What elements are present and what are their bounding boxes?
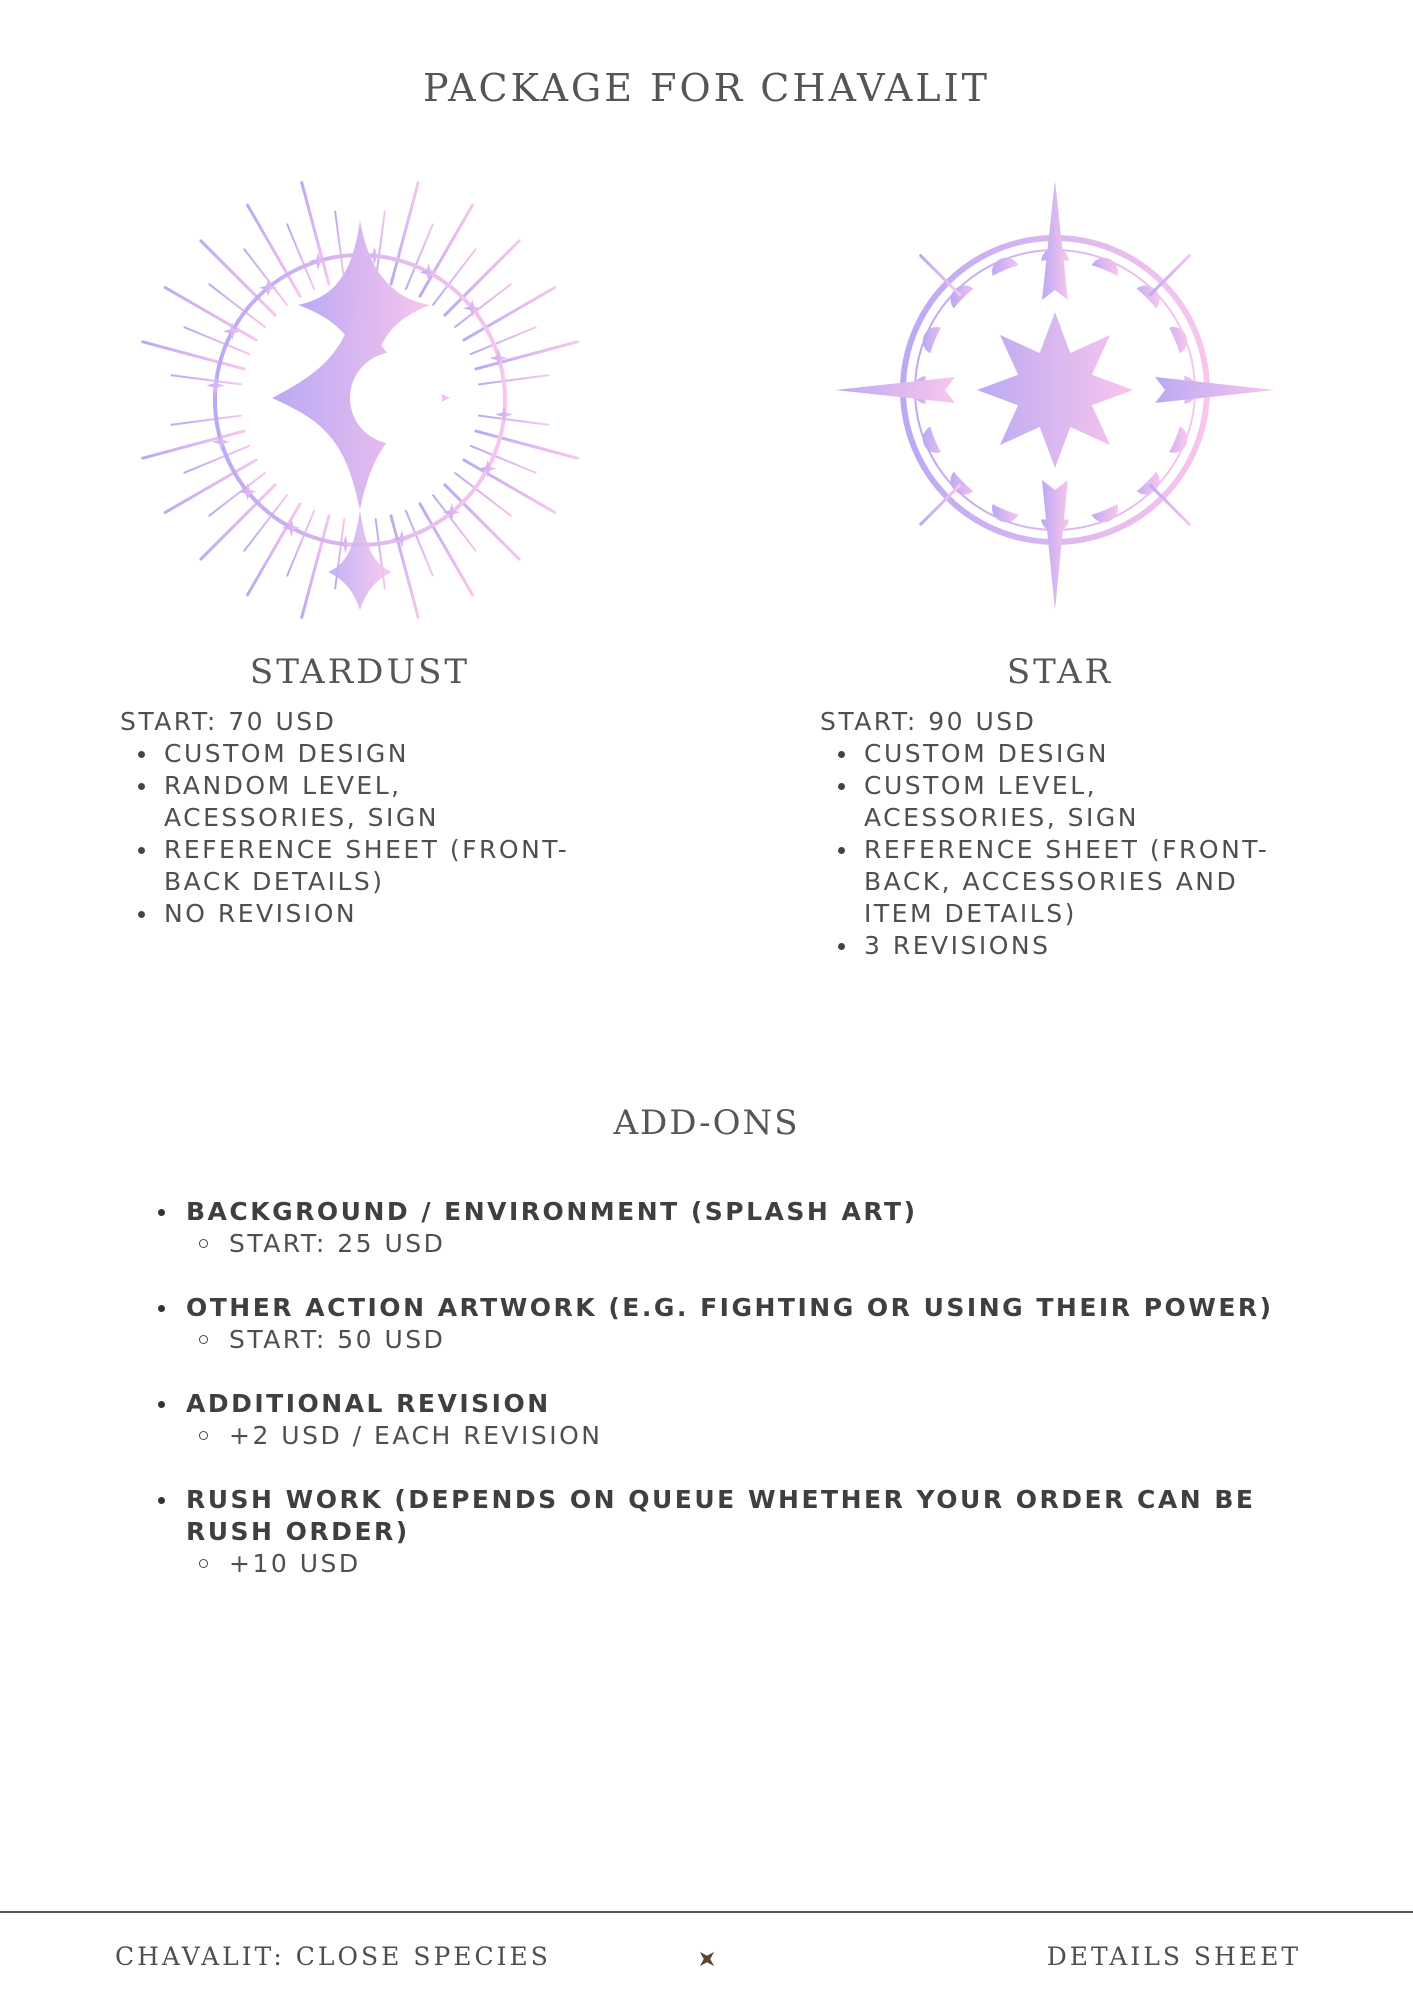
addons-title: ADD-ONS [613, 1103, 800, 1143]
scallop-cutout [1016, 490, 1048, 522]
addon-item [140, 1388, 1290, 1452]
four-point-star-icon [693, 1945, 721, 1973]
addon-item [140, 1484, 1290, 1580]
addon-name: RUSH WORK (DEPENDS ON QUEUE WHETHER YOUR ORDER CAN BE RUSH ORDER) [186, 1485, 1256, 1546]
page-title: PACKAGE FOR CHAVALIT [423, 66, 990, 110]
package-start-price: START: 70 USD [120, 707, 337, 736]
scallop-cutout [1105, 276, 1137, 308]
ray-line [201, 241, 275, 315]
ray-line [201, 485, 275, 559]
addon-item [140, 1196, 1290, 1260]
package-details-stardust [120, 706, 640, 930]
addons-list [140, 1196, 1290, 1612]
ray-line [479, 375, 548, 384]
scallop-cutout [1105, 472, 1137, 504]
sunburst-star-emblem-icon [130, 170, 590, 630]
ray-line [172, 375, 241, 384]
package-feature: REFERENCE SHEET (FRONT-BACK DETAILS) [164, 834, 614, 898]
sparkle-mark [420, 263, 438, 281]
package-feature: 3 REVISIONS [864, 930, 1340, 962]
addon-price: START: 50 USD [186, 1324, 1290, 1356]
center-star-mark [977, 312, 1133, 468]
sparkle-mark [282, 519, 300, 537]
scallop-cutout [973, 276, 1005, 308]
package-details-star [820, 706, 1340, 962]
package-feature: CUSTOM DESIGN [864, 738, 1340, 770]
addon-price: +10 USD [186, 1548, 1290, 1580]
addon-name: ADDITIONAL REVISION [186, 1389, 551, 1418]
package-name-star: STAR [1006, 652, 1114, 692]
scallop-cutout [941, 440, 973, 472]
ray-line [445, 241, 519, 315]
package-feature: NO REVISION [164, 898, 640, 930]
compass-star-emblem-icon [835, 180, 1275, 620]
ray-line [445, 485, 519, 559]
package-name-stardust: STARDUST [249, 652, 471, 692]
scallop-cutout [973, 472, 1005, 504]
addon-name: BACKGROUND / ENVIRONMENT (SPLASH ART) [186, 1197, 918, 1226]
scallop-cutout [1137, 308, 1169, 340]
sparkle-mark [479, 460, 497, 478]
footer-right-text: DETAILS SHEET [1046, 1942, 1301, 1971]
package-feature-list [120, 738, 640, 930]
footer-left-text: CHAVALIT: CLOSE SPECIES [115, 1942, 551, 1971]
addon-name: OTHER ACTION ARTWORK (E.G. FIGHTING OR USING THEIR POWER) [186, 1293, 1274, 1322]
sparkle-mark [223, 322, 241, 340]
package-feature-list [820, 738, 1340, 962]
addon-price: START: 25 USD [186, 1228, 1290, 1260]
package-start-price: START: 90 USD [820, 707, 1037, 736]
scallop-cutout [1062, 258, 1094, 290]
ray-line [172, 416, 241, 425]
package-feature: REFERENCE SHEET (FRONT-BACK, ACCESSORIES AND ITEM DETAILS) [864, 834, 1314, 930]
package-feature: RANDOM LEVEL, ACESSORIES, SIGN [164, 770, 464, 834]
scallop-cutout [1062, 490, 1094, 522]
scallop-cutout [1016, 258, 1048, 290]
addon-item [140, 1292, 1290, 1356]
scallop-cutout [941, 308, 973, 340]
addon-price: +2 USD / EACH REVISION [186, 1420, 1290, 1452]
ray-line [335, 212, 344, 281]
ray-line [479, 416, 548, 425]
footer-divider [0, 1911, 1413, 1913]
package-feature: CUSTOM DESIGN [164, 738, 640, 770]
scallop-cutout [1137, 440, 1169, 472]
package-feature: CUSTOM LEVEL, ACESSORIES, SIGN [864, 770, 1164, 834]
